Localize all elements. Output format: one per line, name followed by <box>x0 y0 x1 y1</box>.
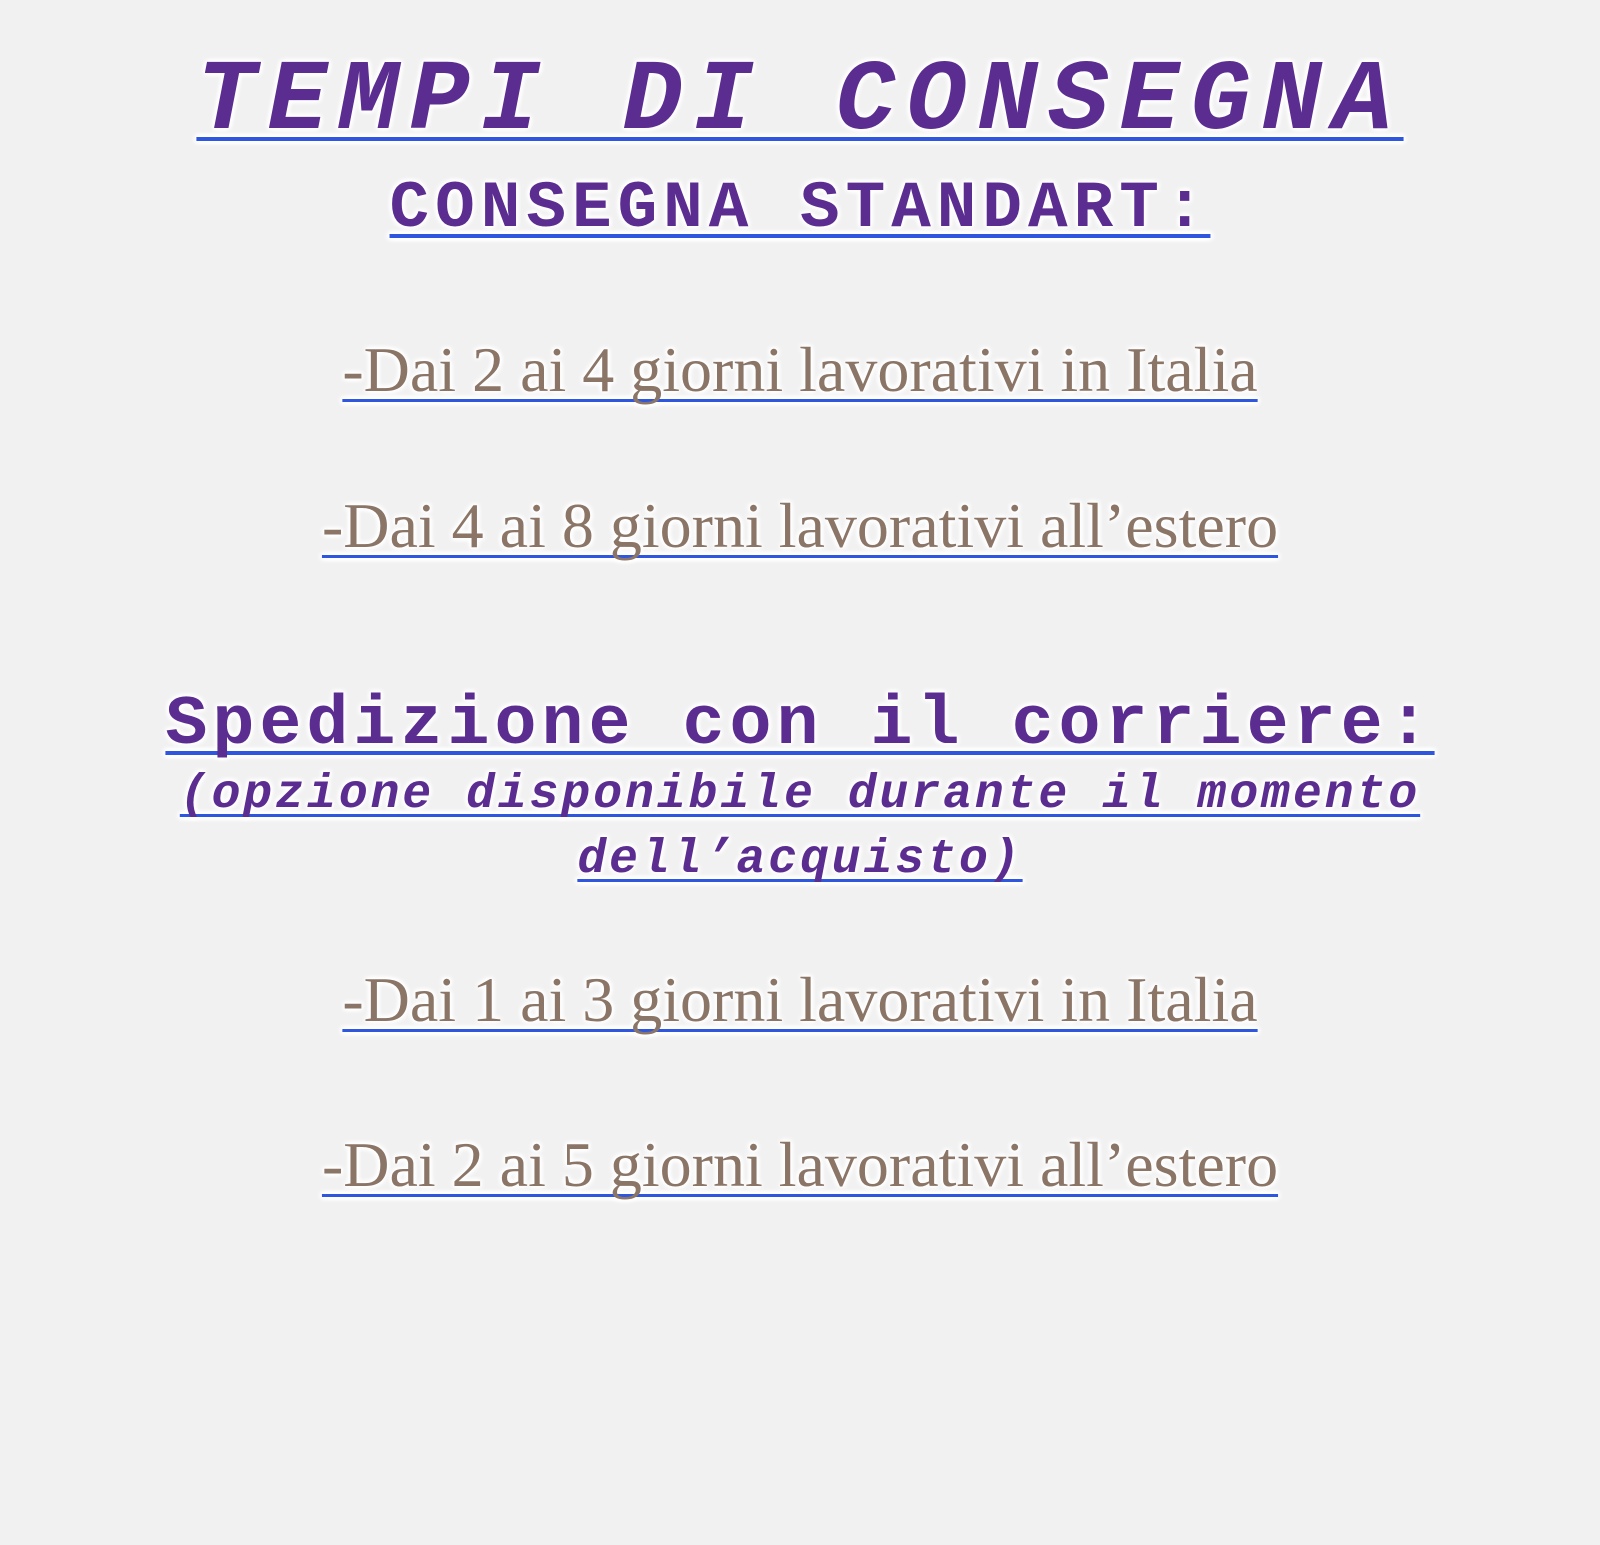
courier-shipping-heading: Spedizione con il corriere: <box>165 686 1435 765</box>
standard-delivery-italy-line: -Dai 2 ai 4 giorni lavorativi in Italia <box>342 334 1258 405</box>
page-title: TEMPI DI CONSEGNA <box>196 46 1404 159</box>
courier-option-note: (opzione disponibile durante il momento dell’acquisto) <box>179 768 1421 887</box>
standard-delivery-abroad-line: -Dai 4 ai 8 giorni lavorativi all’estero <box>321 490 1279 561</box>
courier-delivery-abroad-line: -Dai 2 ai 5 giorni lavorativi all’estero <box>321 1129 1279 1200</box>
courier-delivery-italy-line: -Dai 1 ai 3 giorni lavorativi in Italia <box>342 964 1258 1035</box>
standard-delivery-heading: CONSEGNA STANDART: <box>389 171 1211 246</box>
